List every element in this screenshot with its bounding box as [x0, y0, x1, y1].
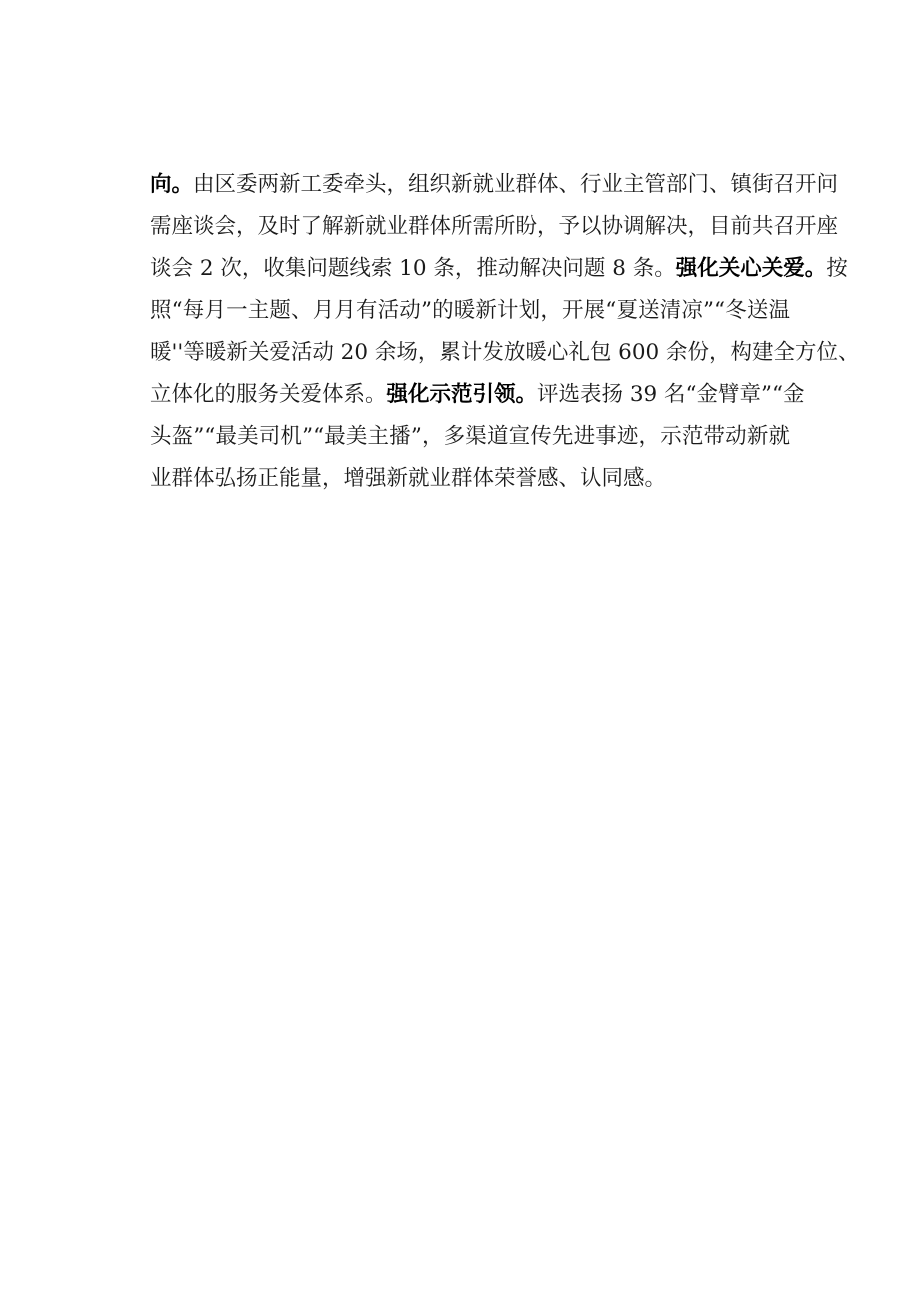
- body-paragraph: [150, 164, 860, 500]
- text-run: 业群体弘扬正能量，增强新就业群体荣誉感、认同感。: [150, 466, 667, 491]
- text-line: [150, 248, 848, 290]
- text-run: 按: [826, 256, 848, 281]
- text-line: [150, 290, 790, 332]
- text-run: 需座谈会，及时了解新就业群体所需所盼，予以协调解决，目前共召开座: [150, 214, 839, 239]
- text-run: 暖''等暖新关爱活动 20 余场，累计发放暖心礼包 600 余份，构建全方位、: [150, 340, 860, 365]
- text-run: 评选表扬 39 名“金臂章”“金: [537, 382, 805, 407]
- text-line: [150, 206, 839, 248]
- text-run-bold: 向。: [150, 172, 194, 197]
- heading-run-demonstration: 强化示范引领。: [386, 382, 538, 407]
- text-line: [150, 458, 790, 500]
- text-line: [150, 164, 839, 206]
- text-line: [150, 332, 860, 374]
- text-run: 立体化的服务关爱体系。: [150, 382, 387, 407]
- text-run: 由区委两新工委牵头，组织新就业群体、行业主管部门、镇街召开问: [193, 172, 839, 197]
- text-run: 头盔”“最美司机”“最美主播”，多渠道宣传先进事迹，示范带动新就: [150, 424, 790, 449]
- text-line: [150, 416, 790, 458]
- heading-run-care: 强化关心关爱。: [675, 256, 827, 281]
- text-run: 谈会 2 次，收集问题线索 10 条，推动解决问题 8 条。: [150, 256, 676, 281]
- text-run: 照“每月一主题、月月有活动”的暖新计划，开展“夏送清凉”“冬送温: [150, 298, 790, 323]
- text-line: [150, 374, 805, 416]
